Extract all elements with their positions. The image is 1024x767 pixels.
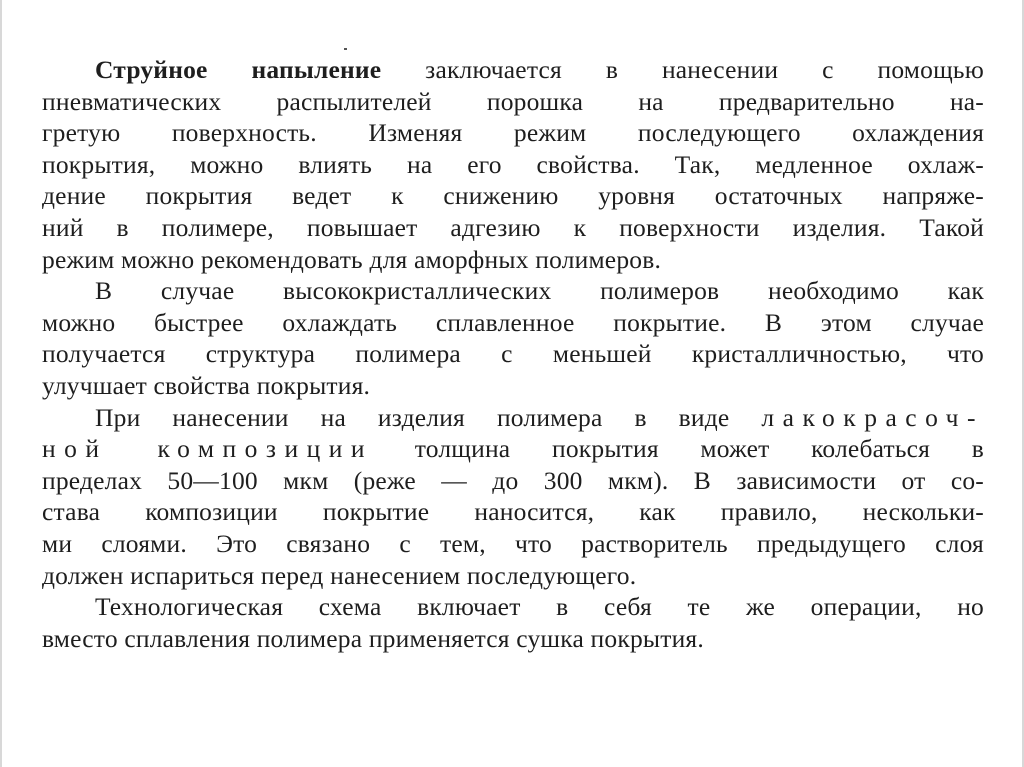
- line-text: получается структура полимера с меньшей кристалличностью, что: [42, 339, 984, 369]
- text-line: [42, 117, 984, 149]
- text-line: [42, 275, 984, 307]
- line-text: При нанесении на изделия полимера в виде: [95, 402, 762, 432]
- spaced-term: ной композиции: [42, 434, 374, 464]
- line-text: должен испариться перед нанесением последующего.: [42, 560, 637, 590]
- spaced-term: лакокрасоч-: [761, 402, 984, 432]
- line-text: толщина покрытия может колебаться в: [373, 434, 985, 464]
- line-text: улучшает свойства покрытия.: [42, 370, 371, 400]
- text-line: [42, 591, 984, 623]
- text-line: [42, 465, 984, 497]
- text-line: [42, 402, 984, 434]
- text-line: [42, 180, 984, 212]
- text-line: [42, 54, 984, 86]
- text-line: [42, 149, 984, 181]
- text-line: [42, 560, 984, 592]
- line-text: ми слоями. Это связано с тем, что растворитель предыдущего слоя: [42, 528, 984, 558]
- line-text: покрытия, можно влиять на его свойства. Так, медленное охлаж-: [42, 149, 984, 179]
- text-line: [42, 86, 984, 118]
- text-line: [42, 496, 984, 528]
- line-text: дение покрытия ведет к снижению уровня остаточных напряже-: [42, 181, 984, 211]
- text-line: [42, 212, 984, 244]
- text-line: [42, 433, 984, 465]
- text-line: [42, 623, 984, 655]
- text-line: [42, 307, 984, 339]
- text-line: [42, 370, 984, 402]
- text-body: [42, 54, 984, 654]
- line-text: пневматических распылителей порошка на предварительно на-: [42, 86, 984, 116]
- scan-speck: [344, 48, 347, 50]
- text-line: [42, 244, 984, 276]
- line-text: ний в полимере, повышает адгезию к поверхности изделия. Такой: [42, 212, 984, 242]
- line-text: става композиции покрытие наносится, как правило, нескольки-: [42, 497, 984, 527]
- line-text: В случае высококристаллических полимеров необходимо как: [95, 276, 984, 306]
- line-text: можно быстрее охлаждать сплавленное покрытие. В этом случае: [42, 307, 984, 337]
- line-text: вместо сплавления полимера применяется сушка покрытия.: [42, 623, 704, 653]
- line-text: режим можно рекомендовать для аморфных полимеров.: [42, 244, 662, 274]
- text-line: [42, 338, 984, 370]
- line-text: пределах 50—100 мкм (реже — до 300 мкм). В зависимости от со-: [42, 465, 984, 495]
- text-line: [42, 528, 984, 560]
- line-text: заключается в нанесении с помощью: [381, 55, 984, 84]
- line-text: гретую поверхность. Изменяя режим последующего охлаждения: [42, 118, 984, 148]
- line-text: Технологическая схема включает в себя те же операции, но: [95, 592, 984, 622]
- bold-term: Струйное напыление: [95, 55, 382, 84]
